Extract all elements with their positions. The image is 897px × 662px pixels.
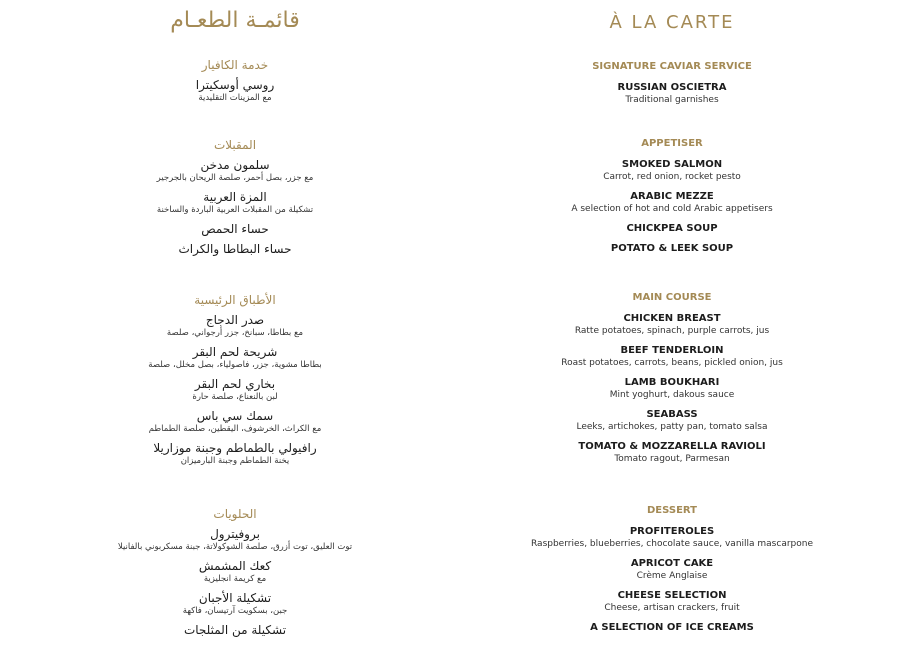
item-name: شريحة لحم البقر bbox=[192, 345, 278, 359]
english-section-main bbox=[470, 291, 874, 465]
item-name: CHEESE SELECTION bbox=[617, 590, 727, 601]
item-name: CHICKEN BREAST bbox=[623, 313, 721, 324]
menu-item bbox=[40, 191, 430, 216]
item-name: سلمون مدخن bbox=[200, 158, 270, 172]
item-description: مع جزر، بصل أحمر، صلصة الريحان بالجرجير bbox=[156, 173, 314, 183]
menu-item bbox=[40, 159, 430, 184]
item-name: روسي أوسكيترا bbox=[195, 78, 275, 92]
item-name: RUSSIAN OSCIETRA bbox=[617, 82, 727, 93]
menu-item bbox=[40, 314, 430, 339]
menu-item bbox=[40, 346, 430, 371]
menu-item bbox=[40, 528, 430, 553]
menu-item bbox=[470, 158, 874, 183]
item-name: حساء البطاطا والكراث bbox=[178, 242, 292, 256]
arabic-section-caviar bbox=[40, 58, 430, 104]
item-description: تشكيلة من المقبلات العربية الباردة والساخنة bbox=[156, 205, 314, 215]
section-heading: SIGNATURE CAVIAR SERVICE bbox=[592, 61, 752, 72]
item-name: SMOKED SALMON bbox=[621, 159, 723, 170]
english-menu-column bbox=[470, 0, 874, 662]
item-name: CHICKPEA SOUP bbox=[626, 223, 718, 234]
menu-item bbox=[470, 312, 874, 337]
menu-item bbox=[470, 557, 874, 582]
section-heading: DESSERT bbox=[647, 505, 697, 516]
item-description: لبن بالنعناع، صلصة حارة bbox=[192, 392, 278, 402]
english-section-caviar bbox=[470, 60, 874, 106]
item-description: Mint yoghurt, dakous sauce bbox=[609, 390, 735, 400]
arabic-section-appetiser bbox=[40, 138, 430, 256]
menu-item bbox=[470, 344, 874, 369]
item-description: مع الكراث، الخرشوف، اليقطين، صلصة الطماطم bbox=[148, 424, 322, 434]
section-heading: الحلويات bbox=[213, 507, 257, 521]
item-description: Raspberries, blueberries, chocolate sauce, vanilla mascarpone bbox=[531, 539, 813, 549]
item-description: A selection of hot and cold Arabic appetisers bbox=[571, 204, 773, 214]
item-description: Leeks, artichokes, patty pan, tomato salsa bbox=[576, 422, 768, 432]
section-heading: المقبلات bbox=[213, 138, 257, 152]
item-name: TOMATO & MOZZARELLA RAVIOLI bbox=[578, 441, 766, 452]
item-name: LAMB BOUKHARI bbox=[624, 377, 720, 388]
menu-item bbox=[470, 222, 874, 235]
english-section-appetiser bbox=[470, 137, 874, 255]
menu-item bbox=[40, 592, 430, 617]
arabic-menu-title: قائمـة الطعـام bbox=[170, 8, 300, 33]
item-name: PROFITEROLES bbox=[629, 526, 715, 537]
item-description: Roast potatoes, carrots, beans, pickled onion, jus bbox=[561, 358, 783, 368]
menu-item bbox=[470, 621, 874, 634]
menu-item bbox=[40, 410, 430, 435]
item-name: رافيولي بالطماطم وجبنة موزاريلا bbox=[153, 441, 317, 455]
arabic-section-main bbox=[40, 293, 430, 467]
item-description: جبن، بسكويت آرتيسان، فاكهة bbox=[182, 606, 288, 616]
item-description: توت العليق، توت أزرق، صلصة الشوكولاتة، جبنة مسكربوني بالفانيلا bbox=[117, 542, 353, 552]
item-name: بروفيترول bbox=[210, 527, 260, 541]
menu-item bbox=[470, 190, 874, 215]
item-name: تشكيلة من المثلجات bbox=[183, 623, 287, 637]
item-name: POTATO & LEEK SOUP bbox=[610, 243, 734, 254]
arabic-menu-column bbox=[40, 0, 430, 662]
menu-item bbox=[470, 525, 874, 550]
menu-item bbox=[470, 242, 874, 255]
menu-item bbox=[40, 243, 430, 256]
menu-item bbox=[40, 442, 430, 467]
item-description: بطاطا مشوية، جزر، فاصولياء، بصل مخلل، صلصة bbox=[148, 360, 322, 370]
menu-item bbox=[470, 81, 874, 106]
english-section-dessert bbox=[470, 504, 874, 634]
item-name: SEABASS bbox=[646, 409, 698, 420]
menu-item bbox=[40, 560, 430, 585]
item-description: Cheese, artisan crackers, fruit bbox=[604, 603, 740, 613]
menu-item bbox=[40, 378, 430, 403]
english-menu-title: À LA CARTE bbox=[609, 12, 735, 33]
menu-item bbox=[470, 440, 874, 465]
section-heading: MAIN COURSE bbox=[632, 292, 712, 303]
section-heading: الأطباق الرئيسية bbox=[194, 293, 276, 307]
item-name: بخاري لحم البقر bbox=[194, 377, 276, 391]
arabic-section-dessert bbox=[40, 507, 430, 637]
item-name: حساء الحمص bbox=[201, 222, 269, 236]
item-name: BEEF TENDERLOIN bbox=[620, 345, 724, 356]
menu-item bbox=[470, 408, 874, 433]
menu-item bbox=[470, 376, 874, 401]
section-heading: APPETISER bbox=[641, 138, 703, 149]
item-name: APRICOT CAKE bbox=[630, 558, 714, 569]
menu-item bbox=[40, 624, 430, 637]
menu-item bbox=[40, 223, 430, 236]
item-name: A SELECTION OF ICE CREAMS bbox=[590, 622, 754, 633]
item-description: Traditional garnishes bbox=[625, 95, 719, 105]
item-name: ARABIC MEZZE bbox=[630, 191, 714, 202]
item-description: مع المزينات التقليدية bbox=[198, 93, 272, 103]
item-name: المزة العربية bbox=[203, 190, 267, 204]
item-description: Tomato ragout, Parmesan bbox=[614, 454, 730, 464]
item-description: Ratte potatoes, spinach, purple carrots, jus bbox=[574, 326, 770, 336]
item-description: Crème Anglaise bbox=[636, 571, 708, 581]
menu-item bbox=[40, 79, 430, 104]
item-description: يخنة الطماطم وجبنة البارميزان bbox=[180, 456, 290, 466]
menu-item bbox=[470, 589, 874, 614]
item-name: صدر الدجاج bbox=[205, 313, 265, 327]
item-description: Carrot, red onion, rocket pesto bbox=[603, 172, 741, 182]
item-name: كعك المشمش bbox=[198, 559, 272, 573]
item-description: مع بطاطا، سبانخ، جزر أرجواني، صلصة bbox=[166, 328, 304, 338]
item-name: تشكيلة الأجبان bbox=[198, 591, 272, 605]
section-heading: خدمة الكافيار bbox=[201, 58, 269, 72]
item-name: سمك سي باس bbox=[196, 409, 274, 423]
item-description: مع كريمة انجليزية bbox=[203, 574, 267, 584]
